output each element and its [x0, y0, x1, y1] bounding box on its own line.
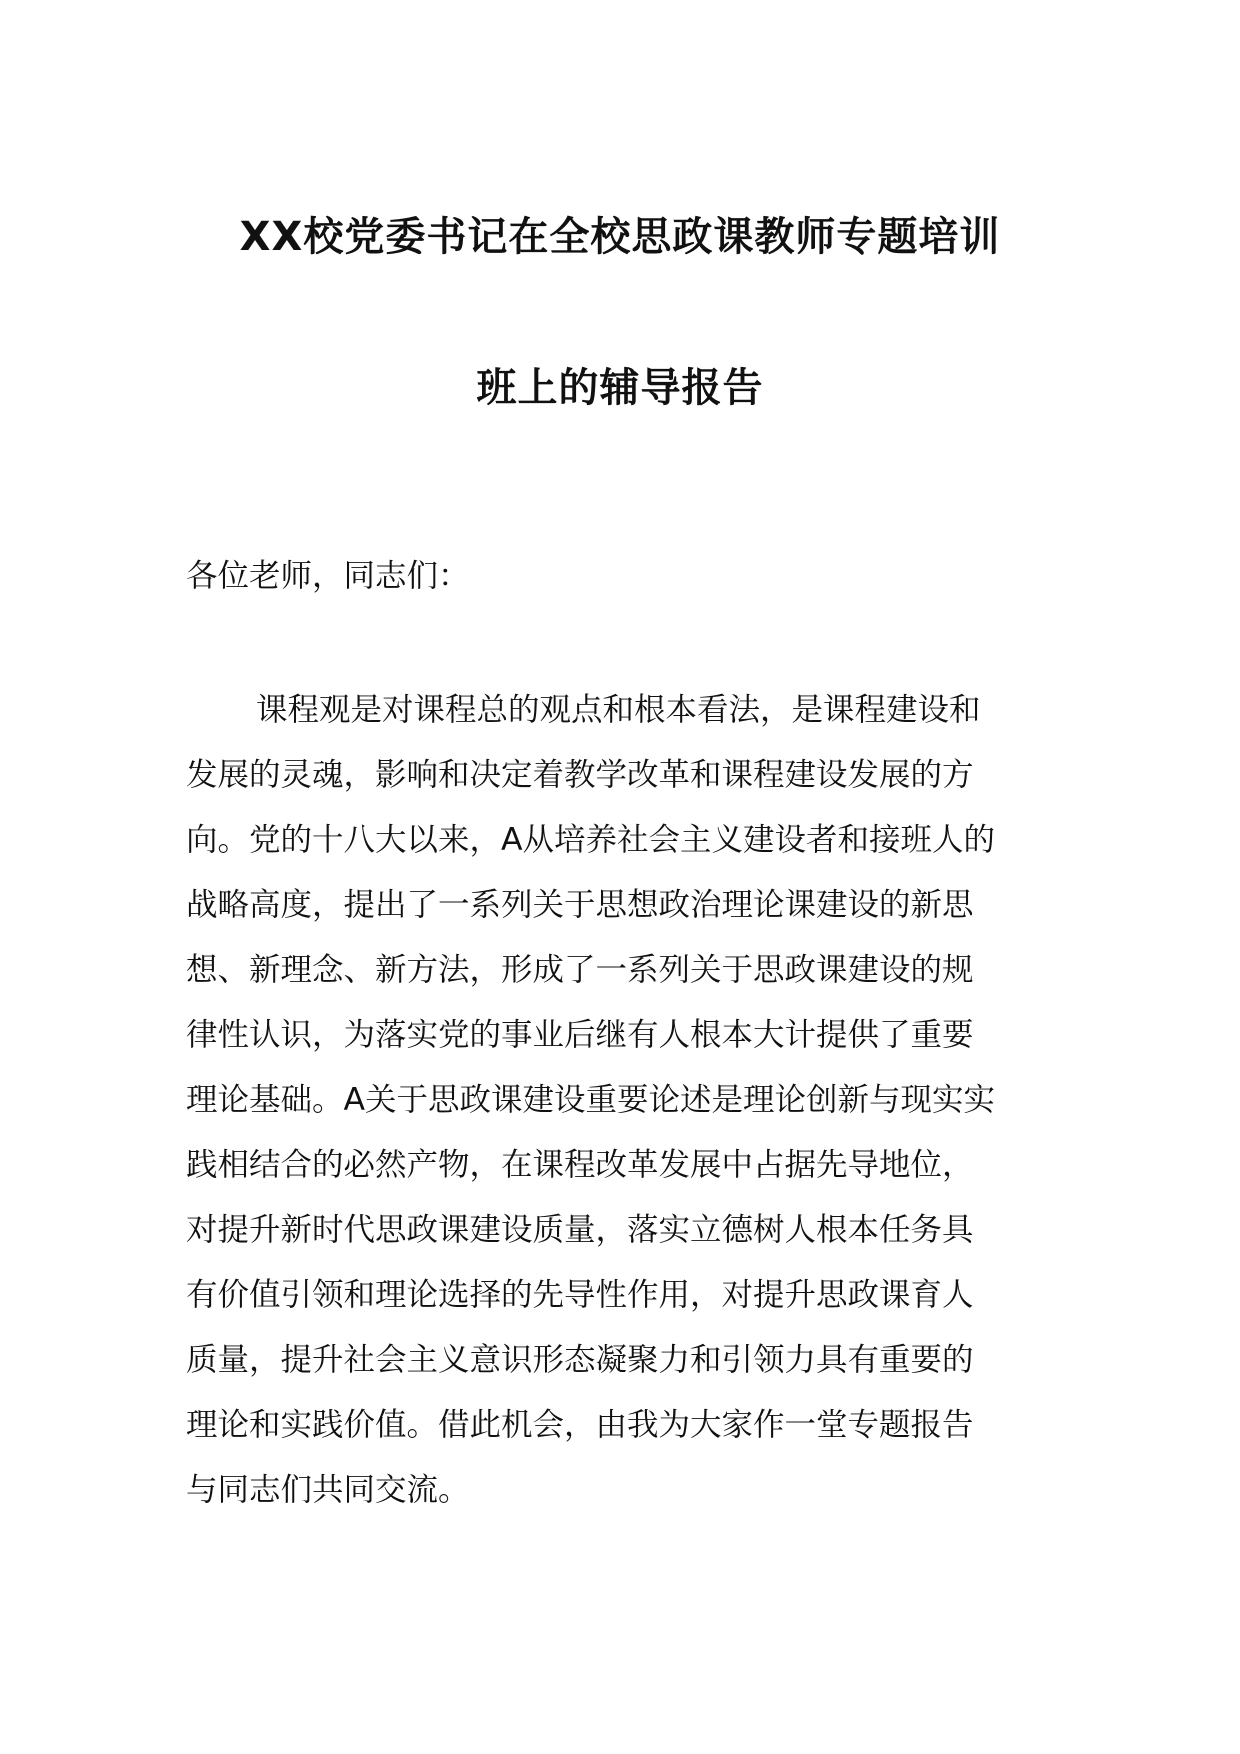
- paragraph-line: 理论基础。A关于思政课建设重要论述是理论创新与现实实: [186, 1082, 996, 1118]
- document-title-line-2: 班上的辅导报告: [476, 365, 764, 411]
- paragraph-line: 发展的灵魂，影响和决定着教学改革和课程建设发展的方: [186, 757, 974, 793]
- paragraph-line: 践相结合的必然产物，在课程改革发展中占据先导地位，: [186, 1147, 974, 1183]
- salutation: 各位老师，同志们：: [186, 558, 470, 594]
- paragraph-line: 质量，提升社会主义意识形态凝聚力和引领力具有重要的: [186, 1342, 974, 1378]
- paragraph-line: 课程观是对课程总的观点和根本看法，是课程建设和: [256, 692, 981, 728]
- paragraph-line: 与同志们共同交流。: [186, 1472, 470, 1508]
- paragraph-line: 想、新理念、新方法，形成了一系列关于思政课建设的规: [186, 952, 974, 988]
- paragraph-line: 律性认识，为落实党的事业后继有人根本大计提供了重要: [186, 1017, 974, 1053]
- body-paragraph: [186, 678, 1056, 1523]
- document-title-line-1: XX校党委书记在全校思政课教师专题培训: [239, 214, 1001, 260]
- paragraph-line: 战略高度，提出了一系列关于思想政治理论课建设的新思: [186, 887, 974, 923]
- paragraph-line: 理论和实践价值。借此机会，由我为大家作一堂专题报告: [186, 1407, 974, 1443]
- paragraph-line: 有价值引领和理论选择的先导性作用，对提升思政课育人: [186, 1277, 974, 1313]
- paragraph-line: 对提升新时代思政课建设质量，落实立德树人根本任务具: [186, 1212, 974, 1248]
- paragraph-line: 向。党的十八大以来，A从培养社会主义建设者和接班人的: [186, 822, 996, 858]
